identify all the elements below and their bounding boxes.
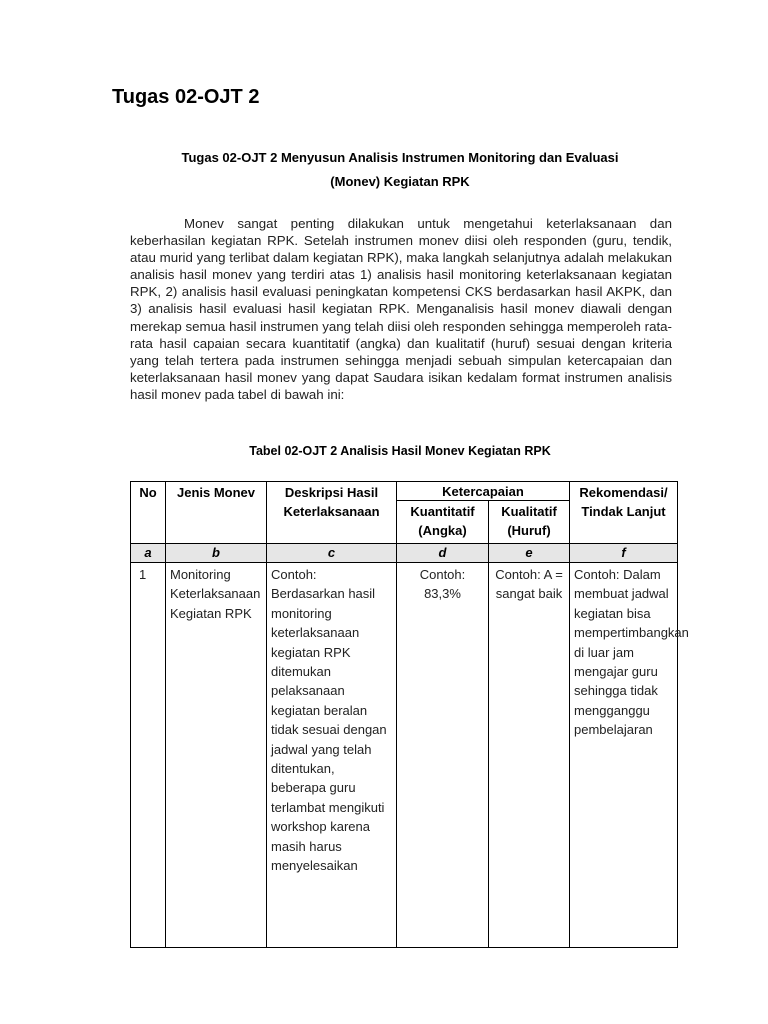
- cell-no: 1: [131, 563, 166, 948]
- header-jenis-monev: Jenis Monev: [166, 482, 267, 544]
- column-letter: b: [166, 544, 267, 563]
- table-row: [131, 563, 678, 948]
- header-no: No: [131, 482, 166, 544]
- monev-analysis-table: [130, 481, 689, 948]
- column-letter: d: [397, 544, 489, 563]
- cell-kuantitatif: Contoh: 83,3%: [397, 563, 489, 948]
- header-rekomendasi: Rekomendasi/ Tindak Lanjut: [570, 482, 678, 544]
- document-title-line-2: (Monev) Kegiatan RPK: [330, 174, 470, 189]
- document-title-line-1: Tugas 02-OJT 2 Menyusun Analisis Instrumen Monitoring dan Evaluasi: [181, 150, 619, 165]
- header-ketercapaian: Ketercapaian: [397, 482, 570, 501]
- header-kuantitatif: Kuantitatif (Angka): [397, 501, 489, 544]
- cell-kualitatif: Contoh: A = sangat baik: [489, 563, 570, 948]
- table-header-row: [131, 482, 678, 501]
- cell-deskripsi: Contoh: Berdasarkan hasil monitoring keterlaksanaan kegiatan RPK ditemukan pelaksanaan kegiatan beralan tidak sesuai dengan jadwal yang telah ditentukan, beberapa guru terlambat mengikuti workshop karena masih harus menyelesaikan: [267, 563, 397, 948]
- document-title: [128, 146, 672, 194]
- column-letter: e: [489, 544, 570, 563]
- header-kualitatif: Kualitatif (Huruf): [489, 501, 570, 544]
- intro-paragraph: Monev sangat penting dilakukan untuk mengetahui keterlaksanaan dan keberhasilan kegiatan RPK. Setelah instrumen monev diisi oleh responden (guru, tendik, atau murid yang terlibat dalam kegiatan RPK), maka langkah selanjutnya adalah melakukan analisis hasil monev yang terdiri atas 1) analisis hasil monitoring keterlaksanaan kegiatan RPK, 2) analisis hasil evaluasi peningkatan kompetensi CKS berdasarkan hasil AKPK, dan 3) analisis hasil evaluasi hasil kegiatan RPK. Menganalisis hasil monev diawali dengan merekap semua hasil instrumen yang telah diisi oleh responden sehingga memperoleh rata-rata hasil capaian secara kuantitatif (angka) dan kualitatif (huruf) sesuai dengan kriteria yang telah tertera pada instrumen sehingga menjadi sebuah simpulan ketercapaian dan keterlaksanaan hasil monev yang dapat Saudara isikan kedalam format instrumen analisis hasil monev pada tabel di bawah ini:: [130, 216, 672, 402]
- column-letter: a: [131, 544, 166, 563]
- cell-jenis-monev: Monitoring Keterlaksanaan Kegiatan RPK: [166, 563, 267, 948]
- column-letter: c: [267, 544, 397, 563]
- page-heading: Tugas 02-OJT 2: [112, 86, 260, 108]
- cell-rekomendasi: Contoh: Dalam membuat jadwal kegiatan bisa mempertimbangkan di luar jam mengajar guru sehingga tidak mengganggu pembelajaran: [570, 563, 678, 948]
- column-letter-row: [131, 544, 678, 563]
- column-letter: f: [570, 544, 678, 563]
- header-deskripsi: Deskripsi Hasil Keterlaksanaan: [267, 482, 397, 544]
- table-caption: Tabel 02-OJT 2 Analisis Hasil Monev Kegiatan RPK: [249, 444, 551, 458]
